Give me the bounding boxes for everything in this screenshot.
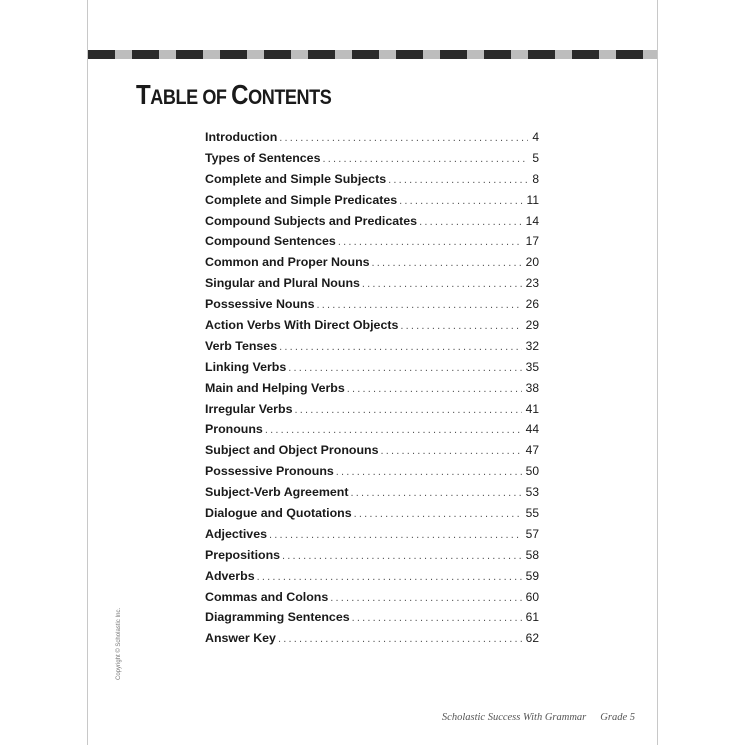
- toc-entry: [205, 255, 539, 276]
- toc-dot-leader: [388, 174, 528, 186]
- toc-entry-label: Subject-Verb Agreement: [205, 485, 349, 500]
- toc-entry: [205, 339, 539, 360]
- toc-entry: [205, 130, 539, 151]
- toc-entry: [205, 234, 539, 255]
- footer-grade: Grade 5: [600, 712, 635, 723]
- toc-dot-leader: [419, 216, 522, 228]
- toc-dot-leader: [338, 236, 522, 248]
- toc-entry: [205, 610, 539, 631]
- toc-entry: [205, 381, 539, 402]
- toc-entry: [205, 297, 539, 318]
- toc-entry: [205, 151, 539, 172]
- toc-entry-page-number: 44: [525, 422, 539, 437]
- toc-entry-page-number: 58: [525, 547, 539, 562]
- toc-dot-leader: [399, 195, 522, 207]
- toc-entry-page-number: 14: [525, 213, 539, 228]
- table-of-contents-list: [205, 130, 539, 652]
- toc-entry-label: Singular and Plural Nouns: [205, 276, 360, 291]
- toc-dot-leader: [294, 404, 521, 416]
- toc-entry-label: Linking Verbs: [205, 359, 287, 374]
- toc-dot-leader: [322, 153, 528, 165]
- toc-entry-page-number: 57: [525, 526, 539, 541]
- toc-entry: [205, 276, 539, 297]
- copyright-notice: Copyright © Scholastic Inc.: [116, 607, 122, 680]
- toc-entry-label: Complete and Simple Predicates: [205, 192, 398, 207]
- toc-entry-page-number: 47: [525, 443, 539, 458]
- title-part-ontents: ONTENTS: [248, 86, 332, 109]
- toc-entry: [205, 360, 539, 381]
- document-page: [87, 0, 658, 745]
- decorative-dashed-bar: [88, 50, 657, 59]
- toc-entry-page-number: 5: [532, 150, 539, 165]
- toc-dot-leader: [362, 278, 522, 290]
- toc-entry: [205, 590, 539, 611]
- footer-book-title: Scholastic Success With Grammar: [441, 712, 587, 723]
- toc-entry-label: Pronouns: [205, 422, 263, 437]
- toc-entry-label: Common and Proper Nouns: [205, 255, 370, 270]
- toc-entry-page-number: 35: [525, 359, 539, 374]
- toc-entry-label: Commas and Colons: [205, 589, 329, 604]
- toc-entry: [205, 214, 539, 235]
- toc-dot-leader: [265, 424, 522, 436]
- toc-dot-leader: [269, 529, 522, 541]
- toc-dot-leader: [350, 487, 521, 499]
- toc-entry-page-number: 29: [525, 318, 539, 333]
- toc-entry-label: Prepositions: [205, 547, 281, 562]
- toc-dot-leader: [317, 299, 522, 311]
- toc-entry-page-number: 23: [525, 276, 539, 291]
- page-title: [136, 78, 331, 115]
- toc-entry: [205, 527, 539, 548]
- toc-entry-page-number: 38: [525, 380, 539, 395]
- toc-entry-label: Subject and Object Pronouns: [205, 443, 379, 458]
- toc-entry-label: Irregular Verbs: [205, 401, 293, 416]
- toc-dot-leader: [336, 466, 522, 478]
- title-letter-c: C: [231, 79, 249, 110]
- toc-entry-label: Verb Tenses: [205, 338, 278, 353]
- toc-entry: [205, 506, 539, 527]
- toc-entry-label: Main and Helping Verbs: [205, 380, 345, 395]
- toc-entry-page-number: 41: [525, 401, 539, 416]
- toc-entry-label: Diagramming Sentences: [205, 610, 350, 625]
- toc-entry: [205, 318, 539, 339]
- toc-entry-label: Adverbs: [205, 568, 255, 583]
- toc-entry-page-number: 8: [532, 171, 539, 186]
- toc-entry-page-number: 53: [525, 485, 539, 500]
- toc-entry: [205, 443, 539, 464]
- toc-dot-leader: [400, 320, 521, 332]
- toc-entry: [205, 193, 539, 214]
- toc-entry-page-number: 59: [525, 568, 539, 583]
- toc-entry: [205, 485, 539, 506]
- toc-entry-page-number: 60: [525, 589, 539, 604]
- title-part-able-of: ABLE OF: [150, 86, 232, 109]
- toc-entry: [205, 548, 539, 569]
- toc-entry-label: Types of Sentences: [205, 150, 321, 165]
- toc-dot-leader: [282, 550, 522, 562]
- toc-entry-page-number: 62: [525, 631, 539, 646]
- toc-dot-leader: [278, 633, 522, 645]
- toc-entry-page-number: 32: [525, 338, 539, 353]
- toc-entry-label: Possessive Pronouns: [205, 464, 334, 479]
- toc-entry-label: Adjectives: [205, 526, 267, 541]
- toc-entry: [205, 569, 539, 590]
- toc-entry-label: Compound Sentences: [205, 234, 336, 249]
- toc-entry-page-number: 26: [525, 297, 539, 312]
- toc-entry-page-number: 4: [532, 130, 539, 144]
- toc-entry-page-number: 11: [526, 192, 539, 207]
- toc-dot-leader: [381, 445, 522, 457]
- toc-dot-leader: [372, 257, 522, 269]
- toc-dot-leader: [354, 508, 522, 520]
- toc-entry: [205, 464, 539, 485]
- toc-dot-leader: [279, 132, 528, 144]
- toc-dot-leader: [352, 612, 522, 624]
- toc-entry-page-number: 17: [525, 234, 539, 249]
- toc-entry-label: Complete and Simple Subjects: [205, 171, 387, 186]
- toc-entry-label: Dialogue and Quotations: [205, 506, 352, 521]
- toc-entry-page-number: 61: [525, 610, 539, 625]
- toc-entry-label: Action Verbs With Direct Objects: [205, 318, 399, 333]
- toc-entry: [205, 422, 539, 443]
- toc-entry-page-number: 55: [525, 506, 539, 521]
- toc-dot-leader: [330, 592, 521, 604]
- toc-dot-leader: [288, 362, 521, 374]
- toc-entry: [205, 402, 539, 423]
- toc-dot-leader: [279, 341, 522, 353]
- toc-dot-leader: [347, 383, 522, 395]
- title-letter-t: T: [136, 79, 151, 110]
- toc-entry-label: Compound Subjects and Predicates: [205, 213, 418, 228]
- toc-dot-leader: [257, 571, 522, 583]
- page-footer: [442, 712, 635, 723]
- toc-entry-label: Answer Key: [205, 631, 276, 646]
- toc-entry-label: Introduction: [205, 130, 278, 144]
- toc-entry: [205, 631, 539, 652]
- toc-entry-page-number: 50: [525, 464, 539, 479]
- toc-entry: [205, 172, 539, 193]
- toc-entry-page-number: 20: [525, 255, 539, 270]
- toc-entry-label: Possessive Nouns: [205, 297, 315, 312]
